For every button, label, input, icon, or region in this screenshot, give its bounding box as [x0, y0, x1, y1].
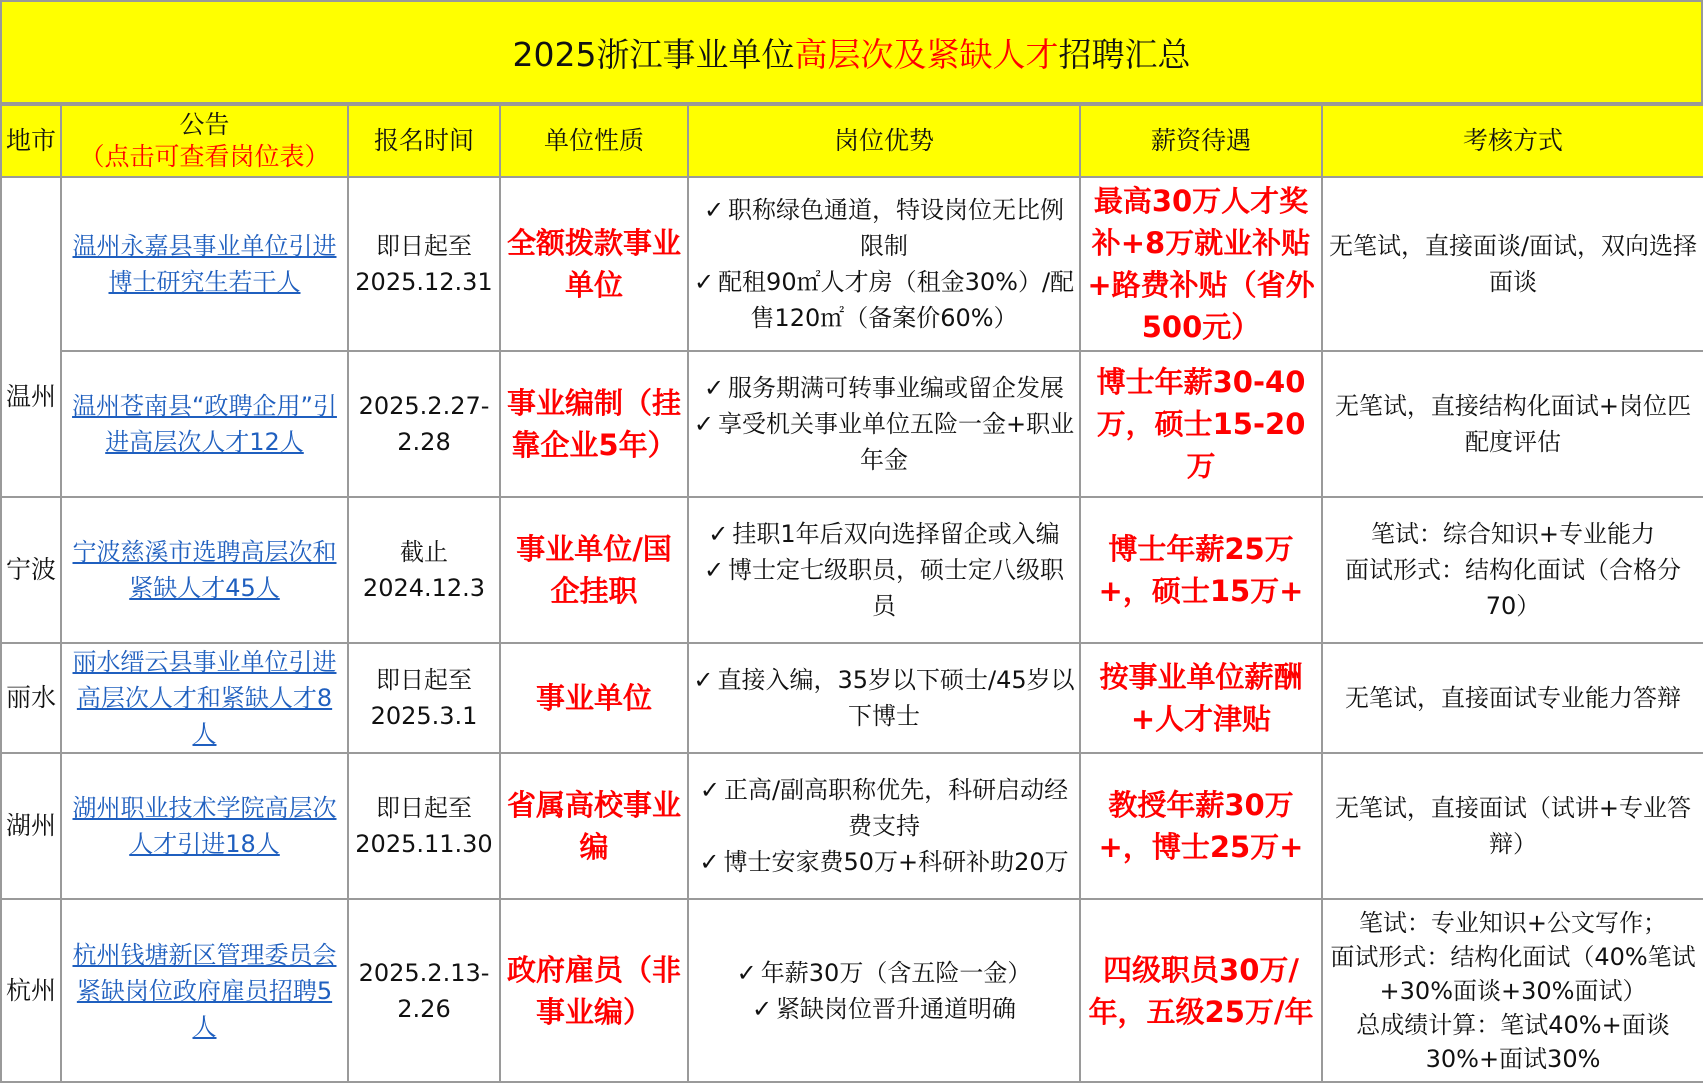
- advantage-item: ✓ 直接入编，35岁以下硕士/45岁以下博士: [693, 662, 1075, 734]
- exam-cell: [1322, 899, 1703, 1082]
- salary-cell: 博士年薪25万+，硕士15万+: [1080, 497, 1322, 643]
- header-notice-label: 公告: [179, 110, 230, 139]
- advantage-item: ✓ 享受机关事业单位五险一金+职业年金: [693, 406, 1075, 478]
- salary-cell: 最高30万人才奖补+8万就业补贴+路费补贴（省外500元）: [1080, 177, 1322, 351]
- table-row: [1, 643, 1703, 753]
- exam-cell: [1322, 177, 1703, 351]
- nature-cell: 政府雇员（非事业编）: [500, 899, 688, 1082]
- check-icon: ✓: [736, 958, 757, 987]
- exam-cell: [1322, 497, 1703, 643]
- header-nature: 单位性质: [500, 105, 688, 177]
- exam-line: 无笔试，直接面谈/面试，双向选择面谈: [1328, 232, 1698, 296]
- check-icon: ✓: [751, 994, 773, 1023]
- exam-cell: [1322, 753, 1703, 899]
- header-time: 报名时间: [348, 105, 500, 177]
- table-row: [1, 899, 1703, 1082]
- advantage-item: ✓ 配租90㎡人才房（租金30%）/配售120㎡（备案价60%）: [693, 264, 1075, 336]
- exam-line: 无笔试，直接面试专业能力答辩: [1345, 684, 1681, 712]
- nature-cell: 事业单位/国企挂职: [500, 497, 688, 643]
- advantage-item: ✓ 正高/副高职称优先，科研启动经费支持: [693, 772, 1075, 844]
- advantage-cell: [688, 497, 1080, 643]
- exam-line: 面试形式：结构化面试（合格分70）: [1345, 556, 1681, 620]
- table-row: [1, 753, 1703, 899]
- notice-cell: [61, 497, 348, 643]
- header-advantage: 岗位优势: [688, 105, 1080, 177]
- notice-cell: [61, 899, 348, 1082]
- table-row: [1, 497, 1703, 643]
- notice-link[interactable]: 宁波慈溪市选聘高层次和紧缺人才45人: [72, 538, 337, 602]
- notice-link[interactable]: 温州苍南县“政聘企用”引进高层次人才12人: [72, 392, 337, 456]
- time-cell: 2025.2.27-2.28: [348, 351, 500, 497]
- city-cell-huzhou: 湖州: [1, 753, 61, 899]
- advantage-item: ✓ 年薪30万（含五险一金）: [693, 955, 1075, 991]
- title-prefix: 2025浙江事业单位: [512, 34, 795, 74]
- exam-line: 无笔试，直接结构化面试+岗位匹配度评估: [1334, 392, 1692, 456]
- city-cell-lishui: 丽水: [1, 643, 61, 753]
- title-suffix: 招聘汇总: [1058, 34, 1191, 74]
- time-cell: 截止2024.12.3: [348, 497, 500, 643]
- notice-link[interactable]: 丽水缙云县事业单位引进高层次人才和紧缺人才8人: [72, 648, 337, 748]
- exam-cell: [1322, 643, 1703, 753]
- recruitment-table: [0, 104, 1703, 1083]
- nature-cell: 事业单位: [500, 643, 688, 753]
- salary-cell: 博士年薪30-40万，硕士15-20万: [1080, 351, 1322, 497]
- advantage-cell: [688, 753, 1080, 899]
- nature-cell: 省属高校事业编: [500, 753, 688, 899]
- exam-line: 总成绩计算：笔试40%+面谈30%+面试30%: [1356, 1010, 1670, 1073]
- time-cell: 2025.2.13-2.26: [348, 899, 500, 1082]
- time-cell: 即日起至2025.11.30: [348, 753, 500, 899]
- advantage-item: ✓ 紧缺岗位晋升通道明确: [693, 991, 1075, 1027]
- check-icon: ✓: [693, 666, 714, 694]
- header-salary: 薪资待遇: [1080, 105, 1322, 177]
- advantage-item: ✓ 博士定七级职员，硕士定八级职员: [693, 552, 1075, 624]
- salary-cell: 四级职员30万/年，五级25万/年: [1080, 899, 1322, 1082]
- notice-cell: [61, 351, 348, 497]
- nature-cell: 全额拨款事业单位: [500, 177, 688, 351]
- advantage-item: ✓ 职称绿色通道，特设岗位无比例限制: [693, 192, 1075, 264]
- check-icon: ✓: [703, 196, 725, 224]
- salary-cell: 按事业单位薪酬+人才津贴: [1080, 643, 1322, 753]
- exam-line: 笔试：专业知识+公文写作；: [1358, 908, 1668, 937]
- check-icon: ✓: [693, 410, 714, 438]
- check-icon: ✓: [708, 520, 729, 548]
- nature-cell: 事业编制（挂靠企业5年）: [500, 351, 688, 497]
- notice-link[interactable]: 湖州职业技术学院高层次人才引进18人: [72, 794, 337, 858]
- notice-cell: [61, 177, 348, 351]
- check-icon: ✓: [703, 556, 725, 584]
- city-cell-hangzhou: 杭州: [1, 899, 61, 1082]
- notice-cell: [61, 643, 348, 753]
- time-cell: 即日起至2025.3.1: [348, 643, 500, 753]
- check-icon: ✓: [699, 848, 720, 876]
- exam-line: 笔试：综合知识+专业能力: [1370, 520, 1656, 548]
- header-notice-sub: （点击可查看岗位表）: [79, 142, 330, 171]
- advantage-item: ✓ 服务期满可转事业编或留企发展: [693, 370, 1075, 406]
- header-notice: [61, 105, 348, 177]
- city-cell-wenzhou: 温州: [1, 177, 61, 497]
- advantage-item: ✓ 挂职1年后双向选择留企或入编: [693, 516, 1075, 552]
- exam-line: 无笔试，直接面试（试讲+专业答辩）: [1334, 794, 1692, 858]
- sheet-title: [0, 0, 1703, 104]
- exam-line: 面试形式：结构化面试（40%笔试+30%面谈+30%面试）: [1330, 942, 1696, 1005]
- title-highlight: 高层次及紧缺人才: [794, 34, 1059, 74]
- header-exam: 考核方式: [1322, 105, 1703, 177]
- table-row: [1, 351, 1703, 497]
- check-icon: ✓: [703, 374, 725, 402]
- check-icon: ✓: [693, 268, 715, 296]
- notice-link[interactable]: 温州永嘉县事业单位引进博士研究生若干人: [72, 232, 337, 296]
- header-city: 地市: [1, 105, 61, 177]
- city-cell-ningbo: 宁波: [1, 497, 61, 643]
- check-icon: ✓: [699, 776, 720, 804]
- advantage-cell: [688, 351, 1080, 497]
- salary-cell: 教授年薪30万+，博士25万+: [1080, 753, 1322, 899]
- advantage-cell: [688, 899, 1080, 1082]
- time-cell: 即日起至2025.12.31: [348, 177, 500, 351]
- advantage-item: ✓ 博士安家费50万+科研补助20万: [693, 844, 1075, 880]
- notice-link[interactable]: 杭州钱塘新区管理委员会紧缺岗位政府雇员招聘5人: [72, 940, 337, 1041]
- advantage-cell: [688, 643, 1080, 753]
- table-row: [1, 177, 1703, 351]
- exam-cell: [1322, 351, 1703, 497]
- header-row: [1, 105, 1703, 177]
- notice-cell: [61, 753, 348, 899]
- advantage-cell: [688, 177, 1080, 351]
